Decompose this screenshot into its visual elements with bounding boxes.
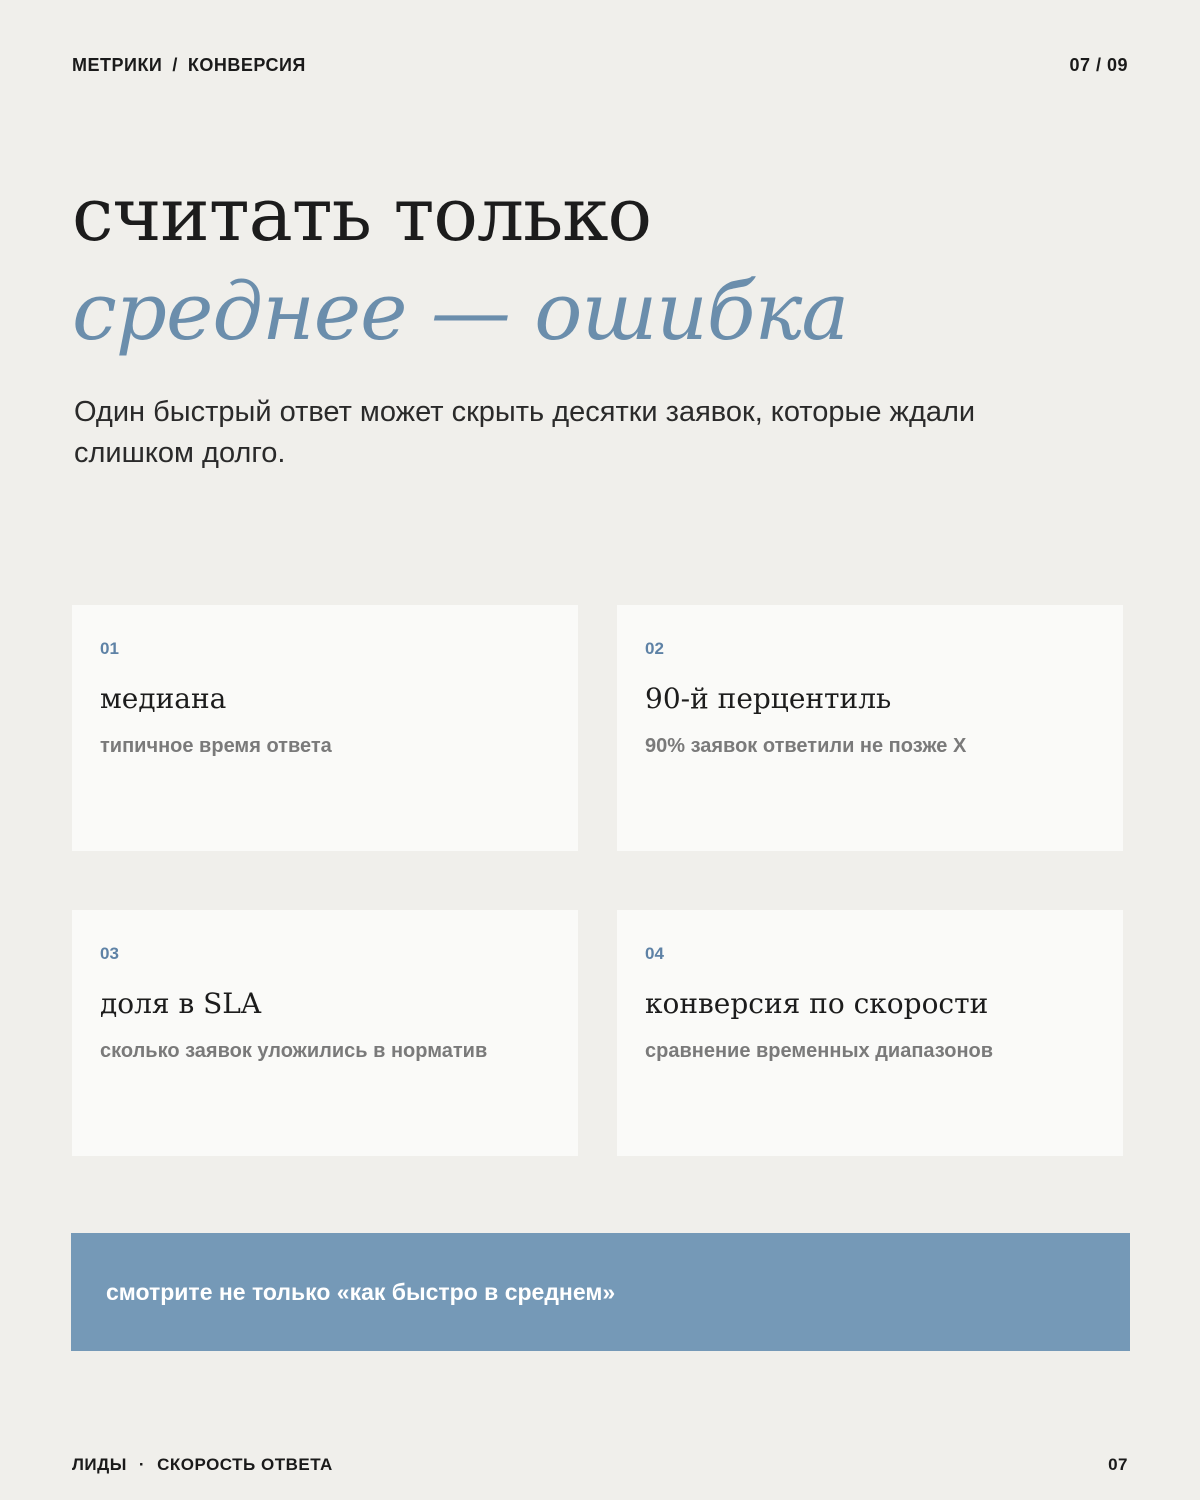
card-description: 90% заявок ответили не позже X (645, 735, 967, 757)
card-description: типичное время ответа (100, 735, 332, 757)
breadcrumb (72, 55, 306, 76)
title-line-1: считать только (72, 172, 652, 258)
breadcrumb-page: КОНВЕРСИЯ (187, 54, 306, 75)
metric-card-median (72, 605, 578, 851)
metric-card-percentile (617, 605, 1123, 851)
top-bar (72, 52, 1128, 78)
footer-labels (72, 1455, 333, 1475)
card-description: сколько заявок уложились в норматив (100, 1040, 488, 1062)
card-number: 02 (645, 639, 664, 658)
footer (72, 1454, 1128, 1476)
title-line-2-accent: среднее — ошибка (72, 265, 849, 358)
footer-topic: ЛИДЫ (72, 1455, 127, 1474)
card-title: медиана (100, 682, 227, 715)
card-number: 01 (100, 639, 119, 658)
footer-separator: · (138, 1455, 146, 1474)
callout-text: смотрите не только «как быстро в среднем» (106, 1278, 616, 1305)
metric-card-speed-conversion (617, 910, 1123, 1156)
card-number: 04 (645, 944, 664, 963)
metric-card-sla (72, 910, 578, 1156)
page-title (72, 168, 848, 362)
callout-banner (71, 1233, 1130, 1351)
footer-subtopic: СКОРОСТЬ ОТВЕТА (157, 1455, 333, 1474)
card-title: конверсия по скорости (645, 987, 989, 1020)
card-number: 03 (100, 944, 119, 963)
page-indicator: 07 / 09 (1069, 54, 1128, 75)
breadcrumb-section: МЕТРИКИ (72, 54, 163, 75)
page-number: 07 (1108, 1455, 1128, 1474)
breadcrumb-separator: / (172, 54, 178, 75)
subtitle: Один быстрый ответ может скрыть десятки заявок, которые ждали слишком долго. (74, 396, 976, 469)
card-title: доля в SLA (100, 987, 262, 1020)
card-title: 90-й перцентиль (645, 682, 892, 715)
card-description: сравнение временных диапазонов (645, 1040, 994, 1062)
